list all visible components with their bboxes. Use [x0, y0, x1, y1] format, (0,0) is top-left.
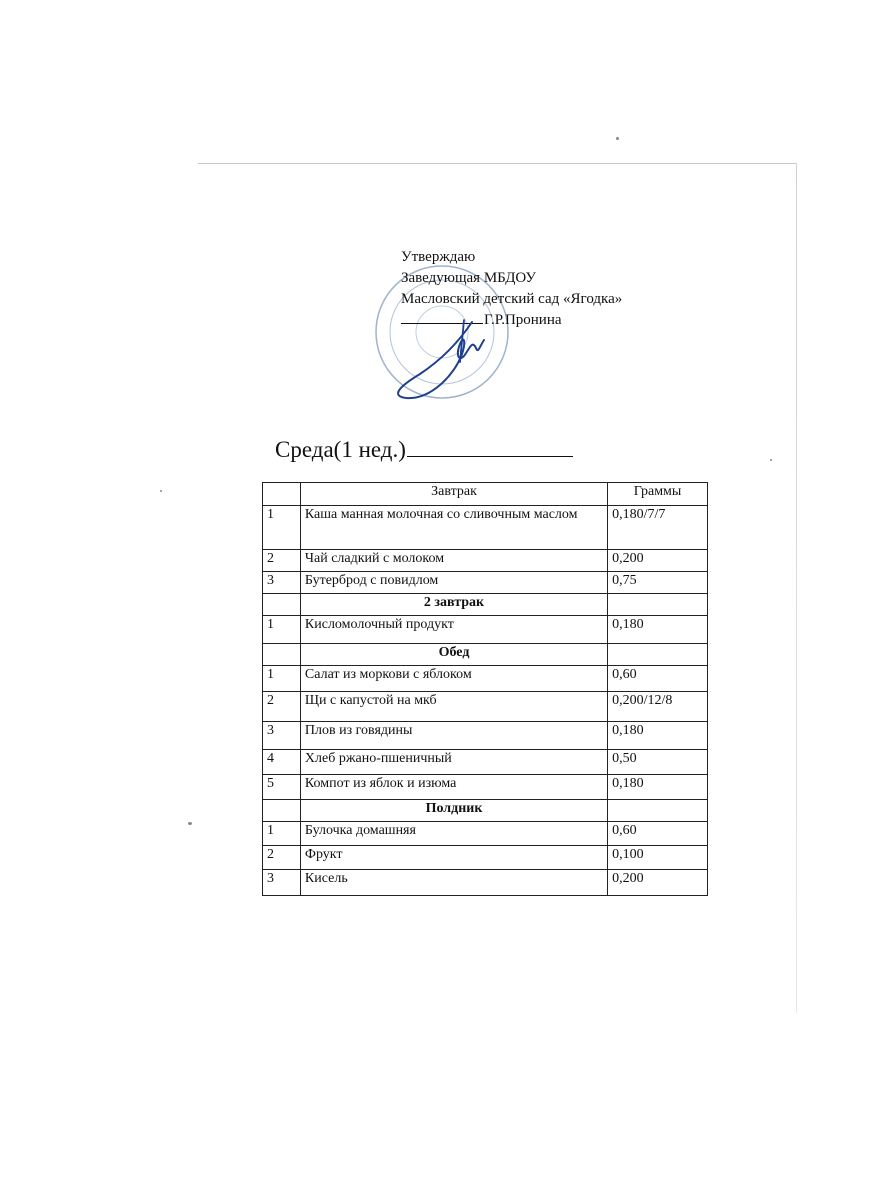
row-number: 4 — [263, 750, 301, 775]
menu-table — [262, 482, 708, 896]
row-grams: 0,75 — [608, 572, 708, 594]
scan-edge-top — [198, 163, 796, 164]
table-row — [263, 722, 708, 750]
scan-speck — [160, 490, 162, 492]
row-grams: 0,180 — [608, 775, 708, 800]
row-dish: Каша манная молочная со сливочным маслом — [300, 506, 607, 550]
section-lunch: Обед — [300, 644, 607, 666]
row-dish: Щи с капустой на мкб — [300, 692, 607, 722]
row-number: 2 — [263, 550, 301, 572]
table-row — [263, 822, 708, 846]
table-row — [263, 666, 708, 692]
row-number: 3 — [263, 722, 301, 750]
approval-line-1: Утверждаю — [401, 249, 476, 265]
scan-speck — [616, 137, 619, 140]
row-grams: 0,180 — [608, 722, 708, 750]
row-grams: 0,180 — [608, 616, 708, 644]
table-row — [263, 750, 708, 775]
approval-line-2: Заведующая МБДОУ — [401, 270, 537, 286]
row-dish: Плов из говядины — [300, 722, 607, 750]
row-grams: 0,100 — [608, 846, 708, 870]
section-grams-cell — [608, 644, 708, 666]
row-number: 2 — [263, 692, 301, 722]
row-dish: Кисломолочный продукт — [300, 616, 607, 644]
approval-line-3: Масловский детский сад «Ягодка» — [401, 291, 623, 307]
signature-line — [401, 310, 622, 331]
scan-speck — [770, 459, 772, 461]
row-number: 1 — [263, 506, 301, 550]
day-title-blank — [407, 436, 573, 457]
table-header-row — [263, 483, 708, 506]
section-snack: Полдник — [300, 800, 607, 822]
table-row — [263, 846, 708, 870]
table-row — [263, 550, 708, 572]
signatory-name: Г.Р.Пронина — [484, 312, 562, 328]
row-grams: 0,60 — [608, 666, 708, 692]
table-row — [263, 616, 708, 644]
row-dish: Фрукт — [300, 846, 607, 870]
table-row — [263, 506, 708, 550]
header-meal: Завтрак — [300, 483, 607, 506]
row-dish: Булочка домашняя — [300, 822, 607, 846]
day-title-text: Среда(1 нед.) — [275, 437, 406, 462]
row-grams: 0,200 — [608, 870, 708, 896]
scan-speck — [188, 822, 192, 825]
row-number: 3 — [263, 572, 301, 594]
section-num-cell — [263, 594, 301, 616]
row-dish: Хлеб ржано-пшеничный — [300, 750, 607, 775]
section-num-cell — [263, 644, 301, 666]
row-dish: Кисель — [300, 870, 607, 896]
table-row — [263, 572, 708, 594]
row-grams: 0,200/12/8 — [608, 692, 708, 722]
row-number: 1 — [263, 666, 301, 692]
section-second-breakfast: 2 завтрак — [300, 594, 607, 616]
row-grams: 0,50 — [608, 750, 708, 775]
row-dish: Салат из моркови с яблоком — [300, 666, 607, 692]
section-row — [263, 800, 708, 822]
section-row — [263, 594, 708, 616]
row-number: 1 — [263, 822, 301, 846]
section-grams-cell — [608, 594, 708, 616]
table-row — [263, 870, 708, 896]
signature-blank — [401, 311, 483, 324]
approval-block — [401, 247, 622, 331]
section-grams-cell — [608, 800, 708, 822]
header-grams: Граммы — [608, 483, 708, 506]
row-number: 5 — [263, 775, 301, 800]
section-num-cell — [263, 800, 301, 822]
section-row — [263, 644, 708, 666]
row-grams: 0,60 — [608, 822, 708, 846]
row-dish: Компот из яблок и изюма — [300, 775, 607, 800]
row-number: 3 — [263, 870, 301, 896]
scan-edge-right — [796, 163, 797, 1013]
row-dish: Бутерброд с повидлом — [300, 572, 607, 594]
row-number: 1 — [263, 616, 301, 644]
table-row — [263, 775, 708, 800]
row-number: 2 — [263, 846, 301, 870]
row-grams: 0,180/7/7 — [608, 506, 708, 550]
row-dish: Чай сладкий с молоком — [300, 550, 607, 572]
row-grams: 0,200 — [608, 550, 708, 572]
header-num-cell — [263, 483, 301, 506]
day-title — [275, 436, 573, 463]
table-row — [263, 692, 708, 722]
